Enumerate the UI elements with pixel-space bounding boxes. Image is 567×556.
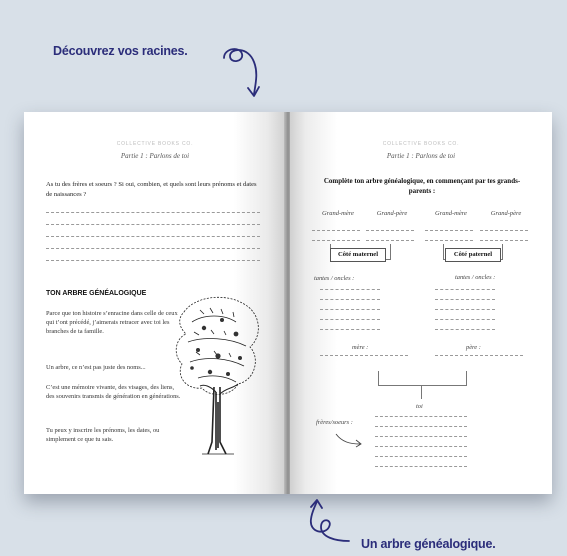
connector-line [378, 385, 467, 386]
name-line [375, 426, 467, 427]
name-line [425, 230, 473, 231]
connector-line [443, 244, 444, 260]
name-line [320, 289, 380, 290]
tree-instructions: Complète ton arbre généalogique, en commençant par tes grands-parents : [323, 177, 521, 195]
brand-label: COLLECTIVE BOOKS CO. [382, 141, 460, 147]
connector-line [466, 371, 467, 386]
connector-line [390, 244, 391, 260]
mother-label: mère : [352, 344, 369, 351]
answer-line [46, 224, 260, 225]
name-line [366, 240, 414, 241]
connector-line [502, 244, 503, 260]
grandmother-label: Grand-mère [322, 210, 354, 217]
curly-arrow-icon [299, 497, 354, 547]
aunts-uncles-label: tantes / oncles : [455, 274, 496, 281]
grandfather-label: Grand-père [490, 210, 522, 217]
paragraph: Tu peux y inscrire les prénoms, les dates, ou simplement ce que tu sais. [46, 427, 160, 444]
name-line [375, 456, 467, 457]
name-line [320, 329, 380, 330]
paragraph: C’est une mémoire vivante, des visages, des liens, des souvenirs transmis de génération en générations. [46, 384, 181, 401]
connector-line [378, 371, 379, 386]
name-line [435, 309, 495, 310]
brand-label: COLLECTIVE BOOKS CO. [116, 141, 194, 147]
answer-line [46, 236, 260, 237]
caption-discover-roots: Découvrez vos racines. [53, 44, 188, 58]
part-title: Partie 1 : Parlons de toi [386, 152, 456, 160]
name-line [435, 329, 495, 330]
caption-family-tree: Un arbre généalogique. [361, 537, 496, 551]
siblings-question: As tu des frères et soeurs ? Si oui, combien, et quels sont leurs prénoms et dates de naissances ? [46, 181, 257, 198]
name-line [435, 319, 495, 320]
grandfather-label: Grand-père [376, 210, 408, 217]
answer-line [46, 260, 260, 261]
name-line [375, 416, 467, 417]
name-line [312, 230, 360, 231]
answer-line [46, 248, 260, 249]
section-heading: TON ARBRE GÉNÉALOGIQUE [46, 290, 147, 297]
name-line [320, 319, 380, 320]
left-page [24, 112, 286, 494]
father-label: père : [466, 344, 481, 351]
you-label: toi [416, 403, 423, 410]
name-line [320, 299, 380, 300]
curly-arrow-icon [218, 42, 268, 100]
part-title: Partie 1 : Parlons de toi [120, 152, 190, 160]
maternal-side-box: Côté maternel [330, 248, 386, 262]
arrow-icon [334, 430, 364, 450]
name-line [375, 466, 467, 467]
grandmother-label: Grand-mère [435, 210, 467, 217]
name-line [375, 446, 467, 447]
right-page [290, 112, 552, 494]
siblings-label: frères/soeurs : [316, 419, 353, 426]
name-line [435, 299, 495, 300]
answer-line [46, 212, 260, 213]
name-line [375, 436, 467, 437]
tree-illustration [174, 292, 264, 457]
name-line [366, 230, 414, 231]
name-line [312, 240, 360, 241]
aunts-uncles-label: tantes / oncles : [314, 275, 355, 282]
name-line [320, 309, 380, 310]
paragraph: Un arbre, ce n’est pas juste des noms... [46, 364, 146, 371]
name-line [480, 230, 528, 231]
paternal-side-box: Côté paternel [445, 248, 501, 262]
connector-line [421, 385, 422, 399]
paragraph: Parce que ton histoire s’enracine dans celle de ceux qui t’ont précédé, j’aimerais retracer avec toi les branches de ta famille. [46, 310, 178, 336]
name-line [425, 240, 473, 241]
name-line [435, 355, 523, 356]
name-line [435, 289, 495, 290]
name-line [480, 240, 528, 241]
name-line [320, 355, 408, 356]
